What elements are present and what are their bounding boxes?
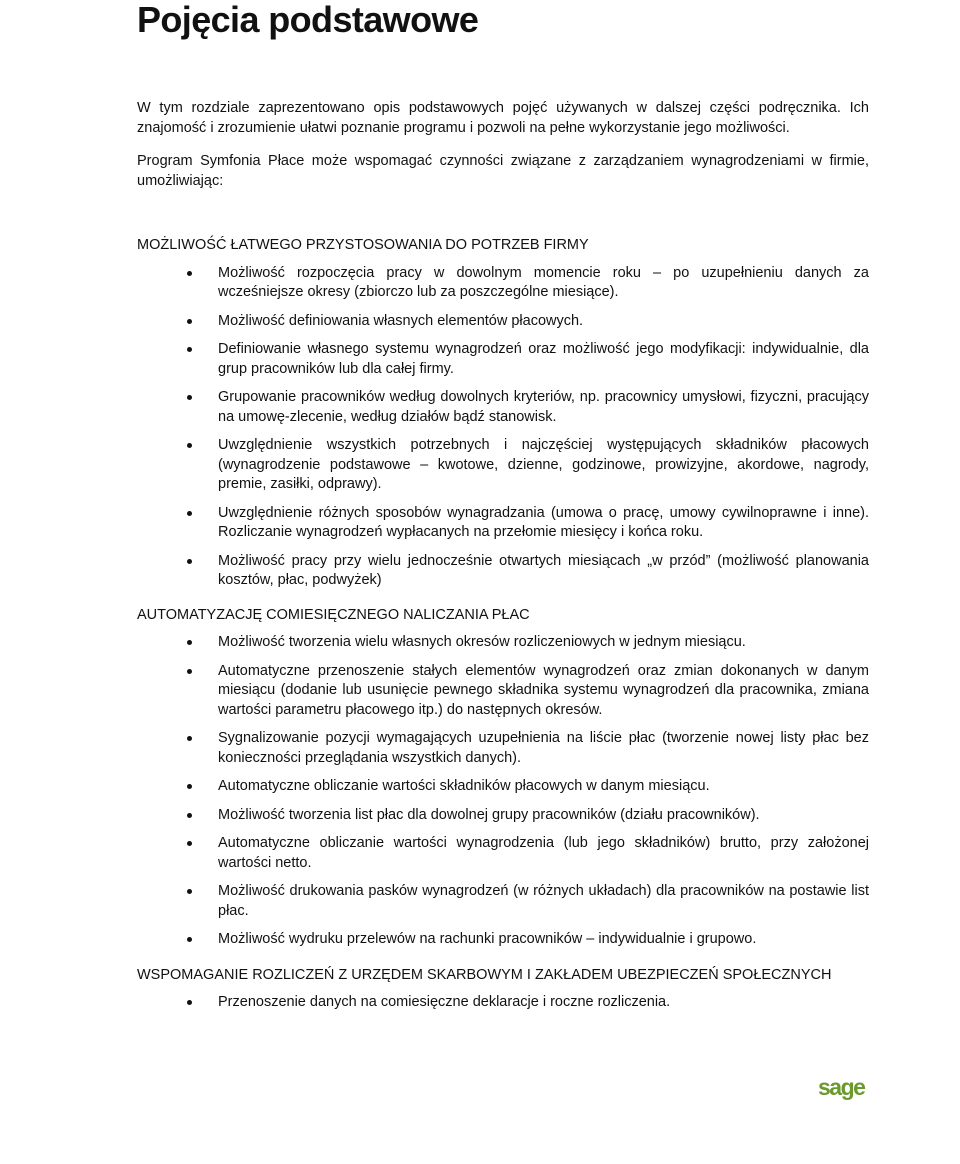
bullet-icon	[187, 443, 192, 448]
list-item	[137, 777, 869, 797]
list-item-text: Możliwość rozpoczęcia pracy w dowolnym momencie roku – po uzupełnieniu danych za wcześniejsze okresy (zbiorczo lub za poszczególne miesiące).	[218, 264, 869, 300]
bullet-icon	[187, 669, 192, 674]
list-item	[137, 312, 869, 332]
list-item-text: Możliwość drukowania pasków wynagrodzeń (w różnych układach) dla pracowników na postawie list płac.	[218, 883, 869, 919]
bullet-icon	[187, 395, 192, 400]
bullet-icon	[187, 559, 192, 564]
list-item	[137, 552, 869, 591]
section-heading: AUTOMATYZACJĘ COMIESIĘCZNEGO NALICZANIA PŁAC	[137, 606, 530, 623]
section-heading: MOŻLIWOŚĆ ŁATWEGO PRZYSTOSOWANIA DO POTRZEB FIRMY	[137, 237, 589, 253]
list-item	[137, 882, 869, 921]
sage-logo	[818, 1073, 870, 1107]
bullet-icon	[187, 736, 192, 741]
bullet-list	[137, 993, 869, 1013]
bullet-icon	[187, 319, 192, 324]
bullet-icon	[187, 347, 192, 352]
list-item-text: Definiowanie własnego systemu wynagrodzeń oraz możliwość jego modyfikacji: indywidualnie, dla grup pracowników lub dla całej firmy.	[218, 341, 869, 377]
list-item-text: Uwzględnienie różnych sposobów wynagradzania (umowa o pracę, umowy cywilnoprawne i inne). Rozliczanie wynagrodzeń wypłacanych na przełomie miesięcy i końca roku.	[218, 504, 869, 540]
list-item	[137, 930, 869, 950]
bullet-list	[137, 264, 869, 591]
bullet-icon	[187, 937, 192, 942]
list-item-text: Możliwość pracy przy wielu jednocześnie otwartych miesiącach „w przód” (możliwość planowania kosztów, płac, podwyżek)	[218, 552, 869, 588]
list-item	[137, 993, 869, 1013]
list-item	[137, 388, 869, 427]
list-item	[137, 834, 869, 873]
list-item-text: Automatyczne przenoszenie stałych elementów wynagrodzeń oraz zmian dokonanych w danym miesiącu (dodanie lub usunięcie pewnego składnika systemu wynagrodzeń dla pracownika, zmiana wartości parametru płacowego itp.) do następnych okresów.	[218, 662, 869, 718]
list-item	[137, 504, 869, 543]
list-item-text: Możliwość tworzenia wielu własnych okresów rozliczeniowych w jednym miesiącu.	[218, 634, 746, 650]
list-item	[137, 729, 869, 768]
list-item	[137, 806, 869, 826]
list-item	[137, 662, 869, 721]
list-item-text: Grupowanie pracowników według dowolnych kryteriów, np. pracownicy umysłowi, fizyczni, pracujący na umowę-zlecenie, według działów bądź stanowisk.	[218, 389, 869, 425]
intro-paragraph: Program Symfonia Płace może wspomagać czynności związane z zarządzaniem wynagrodzeniami w firmie, umożliwiając:	[137, 153, 869, 189]
bullet-icon	[187, 841, 192, 846]
list-item	[137, 633, 869, 653]
list-item-text: Przenoszenie danych na comiesięczne deklaracje i roczne rozliczenia.	[218, 994, 671, 1010]
bullet-icon	[187, 784, 192, 789]
bullet-icon	[187, 813, 192, 818]
bullet-icon	[187, 271, 192, 276]
intro-paragraph: W tym rozdziale zaprezentowano opis podstawowych pojęć używanych w dalszej części podręcznika. Ich znajomość i zrozumienie ułatwi poznanie programu i pozwoli na pełne wykorzystanie jego możliwości.	[137, 100, 869, 136]
bullet-icon	[187, 889, 192, 894]
list-item-text: Uwzględnienie wszystkich potrzebnych i najczęściej występujących składników płacowych (wynagrodzenie podstawowe – kwotowe, dzienne, godzinowe, prowizyjne, akordowe, nagrody, premie, zasiłki, odprawy).	[218, 437, 869, 492]
document-body	[137, 99, 869, 1013]
list-item	[137, 264, 869, 303]
list-item	[137, 340, 869, 379]
sage-logo-text: sage	[818, 1074, 865, 1100]
section-heading: WSPOMAGANIE ROZLICZEŃ Z URZĘDEM SKARBOWYM I ZAKŁADEM UBEZPIECZEŃ SPOŁECZNYCH	[137, 966, 832, 983]
list-item-text: Możliwość tworzenia list płac dla dowolnej grupy pracowników (działu pracowników).	[218, 806, 760, 823]
list-item-text: Możliwość wydruku przelewów na rachunki pracowników – indywidualnie i grupowo.	[218, 931, 757, 947]
bullet-list	[137, 633, 869, 950]
list-item	[137, 436, 869, 495]
list-item-text: Sygnalizowanie pozycji wymagających uzupełnienia na liście płac (tworzenie nowej listy płac bez konieczności przeglądania wszystkich danych).	[218, 730, 869, 766]
bullet-icon	[187, 640, 192, 645]
list-item-text: Automatyczne obliczanie wartości wynagrodzenia (lub jego składników) brutto, przy założonej wartości netto.	[218, 835, 869, 871]
bullet-icon	[187, 1000, 192, 1005]
list-item-text: Możliwość definiowania własnych elementów płacowych.	[218, 312, 584, 329]
list-item-text: Automatyczne obliczanie wartości składników płacowych w danym miesiącu.	[218, 778, 710, 794]
page-title: Pojęcia podstawowe	[137, 0, 479, 40]
bullet-icon	[187, 511, 192, 516]
